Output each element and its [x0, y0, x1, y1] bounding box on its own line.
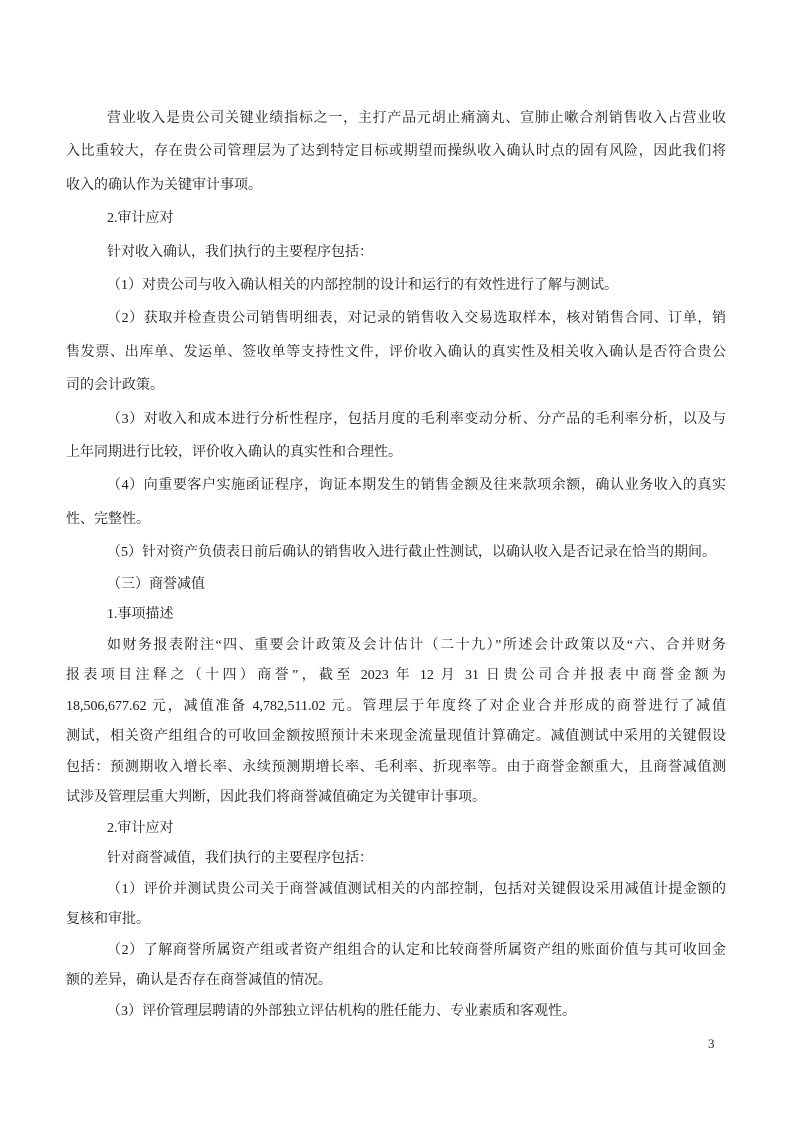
text-line: 18,506,677.62 元，减值准备 4,782,511.02 元。管理层于年度终了对企业合并形成的商誉进行了减值 [66, 698, 726, 714]
text-line: 上年同期进行比较，评价收入确认的真实性和合理性。 [66, 445, 402, 461]
document-body [66, 0, 726, 1027]
text-line: （5）针对资产负债表日前后确认的销售收入进行截止性测试，以确认收入是否记录在恰当的期间。 [107, 545, 716, 561]
text-line: 1.事项描述 [107, 607, 174, 623]
text-line: 性、完整性。 [66, 511, 150, 527]
section [66, 570, 726, 1028]
text-line: 针对收入确认，我们执行的主要程序包括： [107, 244, 373, 260]
text-line: 售发票、出库单、发运单、签收单等支持性文件，评价收入确认的真实性及相关收入确认是否符合贵公 [66, 344, 726, 360]
paragraph [66, 997, 726, 1028]
paragraph [66, 269, 726, 302]
paragraph [66, 936, 726, 997]
paragraph [66, 202, 726, 235]
paragraph [66, 536, 726, 569]
text-line: （三）商誉减值 [107, 576, 205, 592]
text-line: （2）获取并检查贵公司销售明细表，对记录的销售收入交易选取样本，核对销售合同、订单，销 [107, 311, 726, 327]
paragraph [66, 631, 726, 814]
text-line: （1）对贵公司与收入确认相关的内部控制的设计和运行的有效性进行了解与测试。 [107, 278, 618, 294]
paragraph [66, 469, 726, 536]
text-line: （3）评价管理层聘请的外部独立评估机构的胜任能力、专业素质和客观性。 [107, 1003, 576, 1019]
text-line: 包括：预测期收入增长率、永续预测期增长率、毛利率、折现率等。由于商誉金额重大，且商誉减值测 [66, 759, 726, 775]
text-line: （1）评价并测试贵公司关于商誉减值测试相关的内部控制，包括对关键假设采用减值计提金额的 [107, 881, 726, 897]
text-line: 司的会计政策。 [66, 378, 164, 394]
page-number: 3 [708, 1036, 715, 1051]
paragraph [66, 600, 726, 631]
text-line: （2）了解商誉所属资产组或者资产组组合的认定和比较商誉所属资产组的账面价值与其可收回金 [107, 942, 726, 958]
text-line: 入比重较大，存在贵公司管理层为了达到特定目标或期望而操纵收入确认时点的固有风险，因此我们将 [66, 144, 726, 160]
paragraph [66, 302, 726, 402]
text-line: 测试，相关资产组组合的可收回金额按照预计未来现金流量现值计算确定。减值测试中采用的关键假设 [66, 729, 726, 745]
text-line: （3）对收入和成本进行分析性程序，包括月度的毛利率变动分析、分产品的毛利率分析，以及与 [107, 411, 726, 427]
paragraph [66, 403, 726, 470]
text-line: 2.审计应对 [107, 211, 174, 227]
text-line: 额的差异，确认是否存在商誉减值的情况。 [66, 973, 332, 989]
text-line: 报表项目注释之（十四）商誉”，截至 2023 年 12 月 31 日贵公司合并报表中商誉金额为 [66, 668, 726, 684]
text-line: 收入的确认作为关键审计事项。 [66, 177, 262, 193]
paragraph [66, 875, 726, 936]
text-line: 2.审计应对 [107, 820, 174, 836]
text-line: （4）向重要客户实施函证程序，询证本期发生的销售金额及往来款项余额，确认业务收入的真实 [107, 478, 726, 494]
paragraph [66, 570, 726, 601]
paragraph [66, 814, 726, 845]
text-line: 营业收入是贵公司关键业绩指标之一，主打产品元胡止痛滴丸、宣肺止嗽合剂销售收入占营业收 [107, 111, 726, 126]
paragraph [66, 844, 726, 875]
paragraph [66, 236, 726, 269]
section [66, 0, 726, 570]
paragraph [66, 102, 726, 202]
text-line: 试涉及管理层重大判断，因此我们将商誉减值确定为关键审计事项。 [66, 790, 486, 806]
text-line: 针对商誉减值，我们执行的主要程序包括： [107, 851, 373, 867]
text-line: 复核和审批。 [66, 912, 150, 928]
text-line: 如财务报表附注“四、重要会计政策及会计估计（二十九）”所述会计政策以及“六、合并财务 [107, 637, 726, 653]
